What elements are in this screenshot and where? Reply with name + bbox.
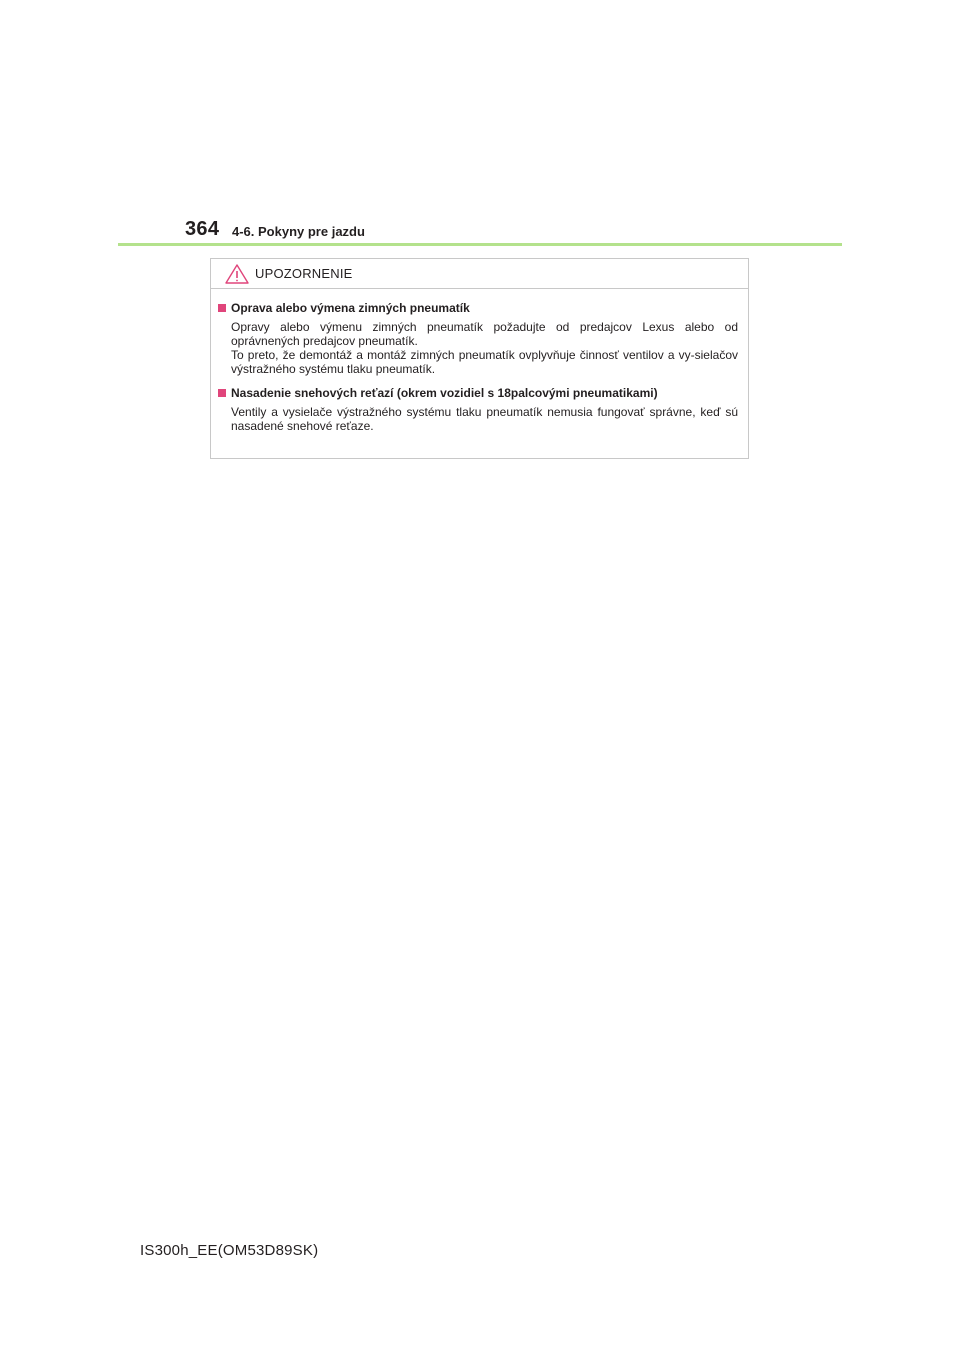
warning-item-paragraph: Ventily a vysielače výstražného systému tlaku pneumatík nemusia fungovať správne, keď sú nasadené snehové reťaze. [231,405,738,433]
warning-box [210,258,749,459]
warning-item [218,385,738,433]
warning-body [211,289,748,433]
page-number: 364 [185,218,220,240]
square-bullet-icon [218,389,226,397]
warning-item-heading [218,300,738,317]
square-bullet-icon [218,304,226,312]
warning-item-text [231,405,738,433]
warning-header [211,259,748,289]
warning-item-heading-text: Nasadenie snehových reťazí (okrem vozidiel s 18palcovými pneumatikami) [231,386,658,400]
document-code: IS300h_EE(OM53D89SK) [140,1242,319,1259]
warning-item-text [231,320,738,376]
warning-item-paragraph: Opravy alebo výmenu zimných pneumatík požadujte od predajcov Lexus alebo od oprávnených predajcov pneumatík. [231,320,738,348]
section-title: 4-6. Pokyny pre jazdu [232,224,365,239]
warning-item-heading-text: Oprava alebo výmena zimných pneumatík [231,301,470,315]
warning-item [218,300,738,376]
warning-item-paragraph: To preto, že demontáž a montáž zimných pneumatík ovplyvňuje činnosť ventilov a vy-sielačov výstražného systému tlaku pneumatík. [231,348,738,376]
header-rule [118,243,842,246]
warning-label: UPOZORNENIE [255,266,353,281]
warning-item-heading [218,385,738,402]
warning-triangle-icon [225,264,249,284]
